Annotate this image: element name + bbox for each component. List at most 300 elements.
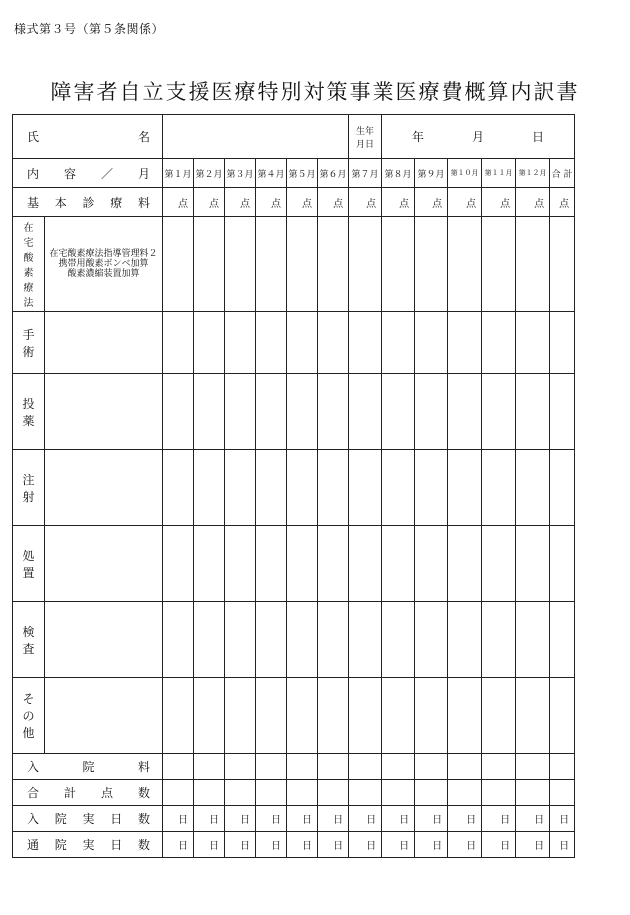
dob-field[interactable] [382,115,575,159]
inpatient-days-cell[interactable] [349,806,382,832]
outpatient-days-label-char: 日 [110,838,123,852]
inpatient-fee-cell[interactable] [194,754,225,780]
month-header-cell [516,159,550,188]
inpatient-days-row [13,806,575,832]
category-value-cell[interactable] [225,374,256,450]
days-unit: 日 [366,815,377,826]
total-points-cell[interactable] [415,780,448,806]
content-label-cell [13,159,163,188]
category-value-cell[interactable] [194,450,225,526]
category-value-cell[interactable] [482,602,516,678]
inpatient-fee-cell[interactable] [382,754,415,780]
basic-fee-cell[interactable] [415,188,448,217]
inpatient-days-cell[interactable] [287,806,318,832]
category-label-cell-examination [13,602,45,678]
days-unit: 日 [209,841,219,852]
dob-date-unit: 日 [532,130,545,144]
days-unit: 日 [178,841,188,852]
category-value-cell[interactable] [318,526,349,602]
category-value-cell[interactable] [318,678,349,754]
home-oxygen-value-cell[interactable] [163,217,194,312]
category-value-cell[interactable] [318,374,349,450]
total-points-label-char: 数 [137,786,150,800]
basic-fee-cell[interactable] [163,188,194,217]
category-value-cell[interactable] [382,312,415,374]
category-value-cell[interactable] [382,450,415,526]
category-value-cell[interactable] [349,526,382,602]
inpatient-days-cell[interactable] [163,806,194,832]
category-value-cell[interactable] [163,450,194,526]
home-oxygen-label-char: 素 [23,268,34,279]
category-value-cell[interactable] [225,450,256,526]
category-value-cell[interactable] [349,374,382,450]
category-value-cell[interactable] [415,312,448,374]
category-value-cell[interactable] [194,602,225,678]
basic-fee-cell[interactable] [318,188,349,217]
category-value-cell[interactable] [256,450,287,526]
outpatient-days-cell[interactable] [448,832,482,858]
month-header-cell [287,159,318,188]
basic-fee-label [13,194,162,211]
category-value-cell[interactable] [349,312,382,374]
category-value-cell[interactable] [194,312,225,374]
inpatient-days-label-char: 入 [27,812,40,826]
inpatient-days-cell[interactable] [516,806,550,832]
days-unit: 日 [271,841,281,852]
total-points-cell[interactable] [482,780,516,806]
category-row-medication [13,374,575,450]
content-label-char: 内 [27,166,40,181]
days-unit: 日 [466,841,477,852]
category-value-cell[interactable] [349,450,382,526]
month-header-label: 第４月 [257,169,285,180]
total-points-cell[interactable] [256,780,287,806]
category-value-cell[interactable] [550,374,575,450]
category-value-cell[interactable] [415,526,448,602]
points-unit: 点 [333,198,344,210]
form-number: 様式第３号（第５条関係） [14,22,165,36]
month-header-label: 第３月 [226,169,254,180]
home-oxygen-label-char: 法 [23,298,34,309]
category-label-char: 薬 [22,413,35,428]
category-label-char: そ [22,692,35,706]
category-value-cell[interactable] [516,678,550,754]
inpatient-fee-cell[interactable] [287,754,318,780]
category-label-treatment [13,547,44,581]
home-oxygen-value-cell[interactable] [194,217,225,312]
total-points-cell[interactable] [349,780,382,806]
outpatient-days-cell[interactable] [256,832,287,858]
category-value-cell[interactable] [163,312,194,374]
home-oxygen-value-cell[interactable] [256,217,287,312]
category-detail-cell-treatment[interactable] [45,526,163,602]
basic-fee-cell[interactable] [349,188,382,217]
outpatient-days-cell[interactable] [225,832,256,858]
category-value-cell[interactable] [287,312,318,374]
basic-fee-cell[interactable] [382,188,415,217]
outpatient-days-label-char: 通 [27,838,40,852]
category-value-cell[interactable] [415,450,448,526]
category-value-cell[interactable] [448,678,482,754]
points-unit: 点 [178,198,188,210]
points-unit: 点 [271,198,281,210]
home-oxygen-item: 在宅酸素療法指導管理料２ [49,249,158,259]
inpatient-days-label-char: 数 [137,812,150,826]
outpatient-days-cell[interactable] [550,832,575,858]
basic-fee-label-cell [13,188,163,217]
total-points-cell[interactable] [163,780,194,806]
home-oxygen-value-cell[interactable] [482,217,516,312]
category-value-cell[interactable] [448,450,482,526]
outpatient-days-cell[interactable] [194,832,225,858]
days-unit: 日 [500,841,511,852]
category-label-examination [13,623,44,657]
home-oxygen-value-cell[interactable] [349,217,382,312]
category-value-cell[interactable] [516,312,550,374]
points-unit: 点 [399,198,410,210]
category-value-cell[interactable] [318,450,349,526]
basic-fee-cell[interactable] [482,188,516,217]
category-value-cell[interactable] [318,312,349,374]
category-label-cell-treatment [13,526,45,602]
category-label-injection [13,471,44,505]
inpatient-fee-cell[interactable] [516,754,550,780]
inpatient-days-cell[interactable] [382,806,415,832]
name-row [13,115,575,159]
basic-fee-cell[interactable] [194,188,225,217]
month-header-cell [194,159,225,188]
home-oxygen-label-char: 療 [23,283,34,294]
category-value-cell[interactable] [382,374,415,450]
estimate-breakdown-table [12,114,575,858]
content-label [13,165,162,182]
home-oxygen-value-cell[interactable] [448,217,482,312]
category-value-cell[interactable] [516,374,550,450]
category-value-cell[interactable] [349,602,382,678]
category-value-cell[interactable] [225,602,256,678]
points-unit: 点 [302,198,312,210]
basic-fee-cell[interactable] [448,188,482,217]
total-points-cell[interactable] [194,780,225,806]
inpatient-days-cell[interactable] [256,806,287,832]
category-label-surgery [13,326,44,360]
document-title: 障害者自立支援医療特別対策事業医療費概算内訳書 [50,80,580,104]
days-unit: 日 [333,841,344,852]
category-label-char: 査 [22,641,35,656]
category-value-cell[interactable] [382,526,415,602]
category-value-cell[interactable] [448,374,482,450]
category-value-cell[interactable] [256,602,287,678]
outpatient-days-cell[interactable] [415,832,448,858]
home-oxygen-value-cell[interactable] [415,217,448,312]
category-label-char: 射 [22,489,35,504]
home-oxygen-value-cell[interactable] [516,217,550,312]
category-label-cell-other [13,678,45,754]
category-detail-cell-surgery[interactable] [45,312,163,374]
month-header-row [13,159,575,188]
basic-fee-cell[interactable] [550,188,575,217]
category-label-char: 検 [22,624,35,639]
home-oxygen-row [13,217,575,312]
category-value-cell[interactable] [194,526,225,602]
category-value-cell[interactable] [194,374,225,450]
inpatient-fee-label [13,758,162,775]
inpatient-fee-cell[interactable] [550,754,575,780]
category-value-cell[interactable] [382,678,415,754]
category-value-cell[interactable] [287,450,318,526]
month-header-cell [163,159,194,188]
outpatient-days-cell[interactable] [287,832,318,858]
points-unit: 点 [534,198,545,210]
category-value-cell[interactable] [163,602,194,678]
month-header-label: 合 計 [551,169,573,180]
category-value-cell[interactable] [448,602,482,678]
inpatient-days-label-cell [13,806,163,832]
category-label-medication [13,395,44,429]
category-row-other [13,678,575,754]
home-oxygen-items-cell [45,217,163,312]
inpatient-days-cell[interactable] [225,806,256,832]
category-value-cell[interactable] [516,526,550,602]
category-row-treatment [13,526,575,602]
category-value-cell[interactable] [550,450,575,526]
inpatient-fee-label-cell [13,754,163,780]
name-label-cell [13,115,163,159]
inpatient-fee-cell[interactable] [318,754,349,780]
basic-fee-cell[interactable] [225,188,256,217]
content-label-char: 月 [137,166,150,181]
home-oxygen-label-cell [13,217,45,312]
inpatient-days-cell[interactable] [318,806,349,832]
month-header-label: 第６月 [319,169,347,180]
category-detail-cell-examination[interactable] [45,602,163,678]
category-value-cell[interactable] [482,312,516,374]
total-points-row [13,780,575,806]
home-oxygen-item: 携帯用酸素ボンベ加算 [58,259,149,269]
days-unit: 日 [432,815,443,826]
content-label-char: ／ [100,166,113,181]
inpatient-fee-label-char: 料 [137,760,150,774]
days-unit: 日 [209,815,219,826]
total-points-label-char: 点 [100,786,113,800]
days-unit: 日 [500,815,511,826]
outpatient-days-cell[interactable] [516,832,550,858]
outpatient-days-row [13,832,575,858]
category-value-cell[interactable] [287,602,318,678]
total-points-label-char: 計 [63,786,76,800]
days-unit: 日 [399,841,410,852]
points-unit: 点 [209,198,219,210]
total-points-cell[interactable] [318,780,349,806]
days-unit: 日 [240,841,250,852]
dob-label [349,124,381,150]
days-unit: 日 [271,815,281,826]
category-value-cell[interactable] [256,526,287,602]
category-value-cell[interactable] [256,678,287,754]
days-unit: 日 [302,815,312,826]
category-value-cell[interactable] [163,526,194,602]
month-header-cell [550,159,575,188]
home-oxygen-value-cell[interactable] [287,217,318,312]
category-value-cell[interactable] [448,526,482,602]
category-value-cell[interactable] [482,678,516,754]
category-label-char: の [22,709,35,723]
inpatient-fee-cell[interactable] [482,754,516,780]
category-label-other [13,690,44,741]
outpatient-days-label-cell [13,832,163,858]
month-header-cell [415,159,448,188]
inpatient-fee-label-char: 院 [82,760,95,774]
category-value-cell[interactable] [482,374,516,450]
category-row-injection [13,450,575,526]
outpatient-days-label [13,836,162,853]
month-header-cell [349,159,382,188]
total-points-cell[interactable] [225,780,256,806]
inpatient-fee-cell[interactable] [163,754,194,780]
month-header-cell [225,159,256,188]
category-label-char: 術 [22,344,35,359]
total-points-label-char: 合 [27,786,40,800]
name-field[interactable] [163,115,349,159]
total-points-cell[interactable] [382,780,415,806]
inpatient-days-label-char: 日 [110,812,123,826]
inpatient-fee-cell[interactable] [448,754,482,780]
total-points-label [13,784,162,801]
category-label-char: 処 [22,548,35,563]
days-unit: 日 [240,815,250,826]
month-header-cell [382,159,415,188]
inpatient-days-cell[interactable] [482,806,516,832]
inpatient-days-cell[interactable] [194,806,225,832]
total-points-cell[interactable] [516,780,550,806]
category-value-cell[interactable] [349,678,382,754]
dob-label-cell [349,115,382,159]
inpatient-days-label-char: 院 [54,812,67,826]
dob-date-parts [382,128,574,145]
basic-fee-label-char: 本 [54,195,67,210]
total-points-cell[interactable] [550,780,575,806]
category-value-cell[interactable] [550,526,575,602]
category-value-cell[interactable] [287,526,318,602]
dob-date-unit: 月 [472,130,485,144]
category-label-char: 注 [22,472,35,487]
month-header-label: 第１２月 [518,169,547,177]
category-label-cell-medication [13,374,45,450]
total-points-cell[interactable] [287,780,318,806]
dob-label-line: 月日 [356,139,375,150]
total-points-cell[interactable] [448,780,482,806]
category-detail-cell-medication[interactable] [45,374,163,450]
total-points-label-cell [13,780,163,806]
outpatient-days-cell[interactable] [382,832,415,858]
category-value-cell[interactable] [225,312,256,374]
category-value-cell[interactable] [225,526,256,602]
content-label-char: 容 [63,166,76,181]
home-oxygen-label-char: 酸 [23,253,34,264]
points-unit: 点 [366,198,377,210]
inpatient-days-label [13,810,162,827]
category-value-cell[interactable] [163,678,194,754]
category-value-cell[interactable] [225,678,256,754]
category-value-cell[interactable] [415,374,448,450]
outpatient-days-label-char: 数 [137,838,150,852]
month-header-cell [256,159,287,188]
inpatient-days-cell[interactable] [448,806,482,832]
outpatient-days-cell[interactable] [482,832,516,858]
basic-fee-cell[interactable] [287,188,318,217]
category-value-cell[interactable] [550,602,575,678]
month-header-cell [482,159,516,188]
category-label-char: 他 [22,726,35,740]
outpatient-days-cell[interactable] [163,832,194,858]
outpatient-days-cell[interactable] [318,832,349,858]
points-unit: 点 [559,198,570,210]
category-value-cell[interactable] [194,678,225,754]
days-unit: 日 [333,815,344,826]
inpatient-fee-cell[interactable] [349,754,382,780]
category-value-cell[interactable] [287,374,318,450]
basic-fee-row [13,188,575,217]
category-value-cell[interactable] [482,450,516,526]
basic-fee-label-char: 診 [82,195,95,210]
category-value-cell[interactable] [516,602,550,678]
days-unit: 日 [399,815,410,826]
category-value-cell[interactable] [163,374,194,450]
category-value-cell[interactable] [415,602,448,678]
name-label-char: 氏 [27,130,40,144]
home-oxygen-label-char: 在 [23,223,34,234]
category-value-cell[interactable] [482,526,516,602]
category-value-cell[interactable] [382,602,415,678]
inpatient-fee-cell[interactable] [225,754,256,780]
inpatient-fee-cell[interactable] [256,754,287,780]
category-detail-cell-injection[interactable] [45,450,163,526]
category-value-cell[interactable] [287,678,318,754]
category-row-examination [13,602,575,678]
category-value-cell[interactable] [256,312,287,374]
month-header-label: 第８月 [384,169,412,180]
category-label-cell-surgery [13,312,45,374]
basic-fee-cell[interactable] [516,188,550,217]
category-label-cell-injection [13,450,45,526]
category-value-cell[interactable] [550,678,575,754]
home-oxygen-value-cell[interactable] [382,217,415,312]
points-unit: 点 [500,198,511,210]
home-oxygen-value-cell[interactable] [550,217,575,312]
category-value-cell[interactable] [516,450,550,526]
basic-fee-cell[interactable] [256,188,287,217]
category-value-cell[interactable] [318,602,349,678]
outpatient-days-cell[interactable] [349,832,382,858]
inpatient-fee-label-char: 入 [27,760,40,774]
category-row-surgery [13,312,575,374]
home-oxygen-value-cell[interactable] [318,217,349,312]
inpatient-days-cell[interactable] [550,806,575,832]
category-detail-cell-other[interactable] [45,678,163,754]
dob-label-line: 生年 [356,126,375,137]
category-value-cell[interactable] [256,374,287,450]
days-unit: 日 [178,815,188,826]
month-header-label: 第５月 [288,169,316,180]
home-oxygen-value-cell[interactable] [225,217,256,312]
category-value-cell[interactable] [415,678,448,754]
category-value-cell[interactable] [550,312,575,374]
home-oxygen-item: 酸素濃縮装置加算 [67,269,140,279]
category-value-cell[interactable] [448,312,482,374]
inpatient-days-cell[interactable] [415,806,448,832]
days-unit: 日 [559,841,570,852]
inpatient-fee-cell[interactable] [415,754,448,780]
